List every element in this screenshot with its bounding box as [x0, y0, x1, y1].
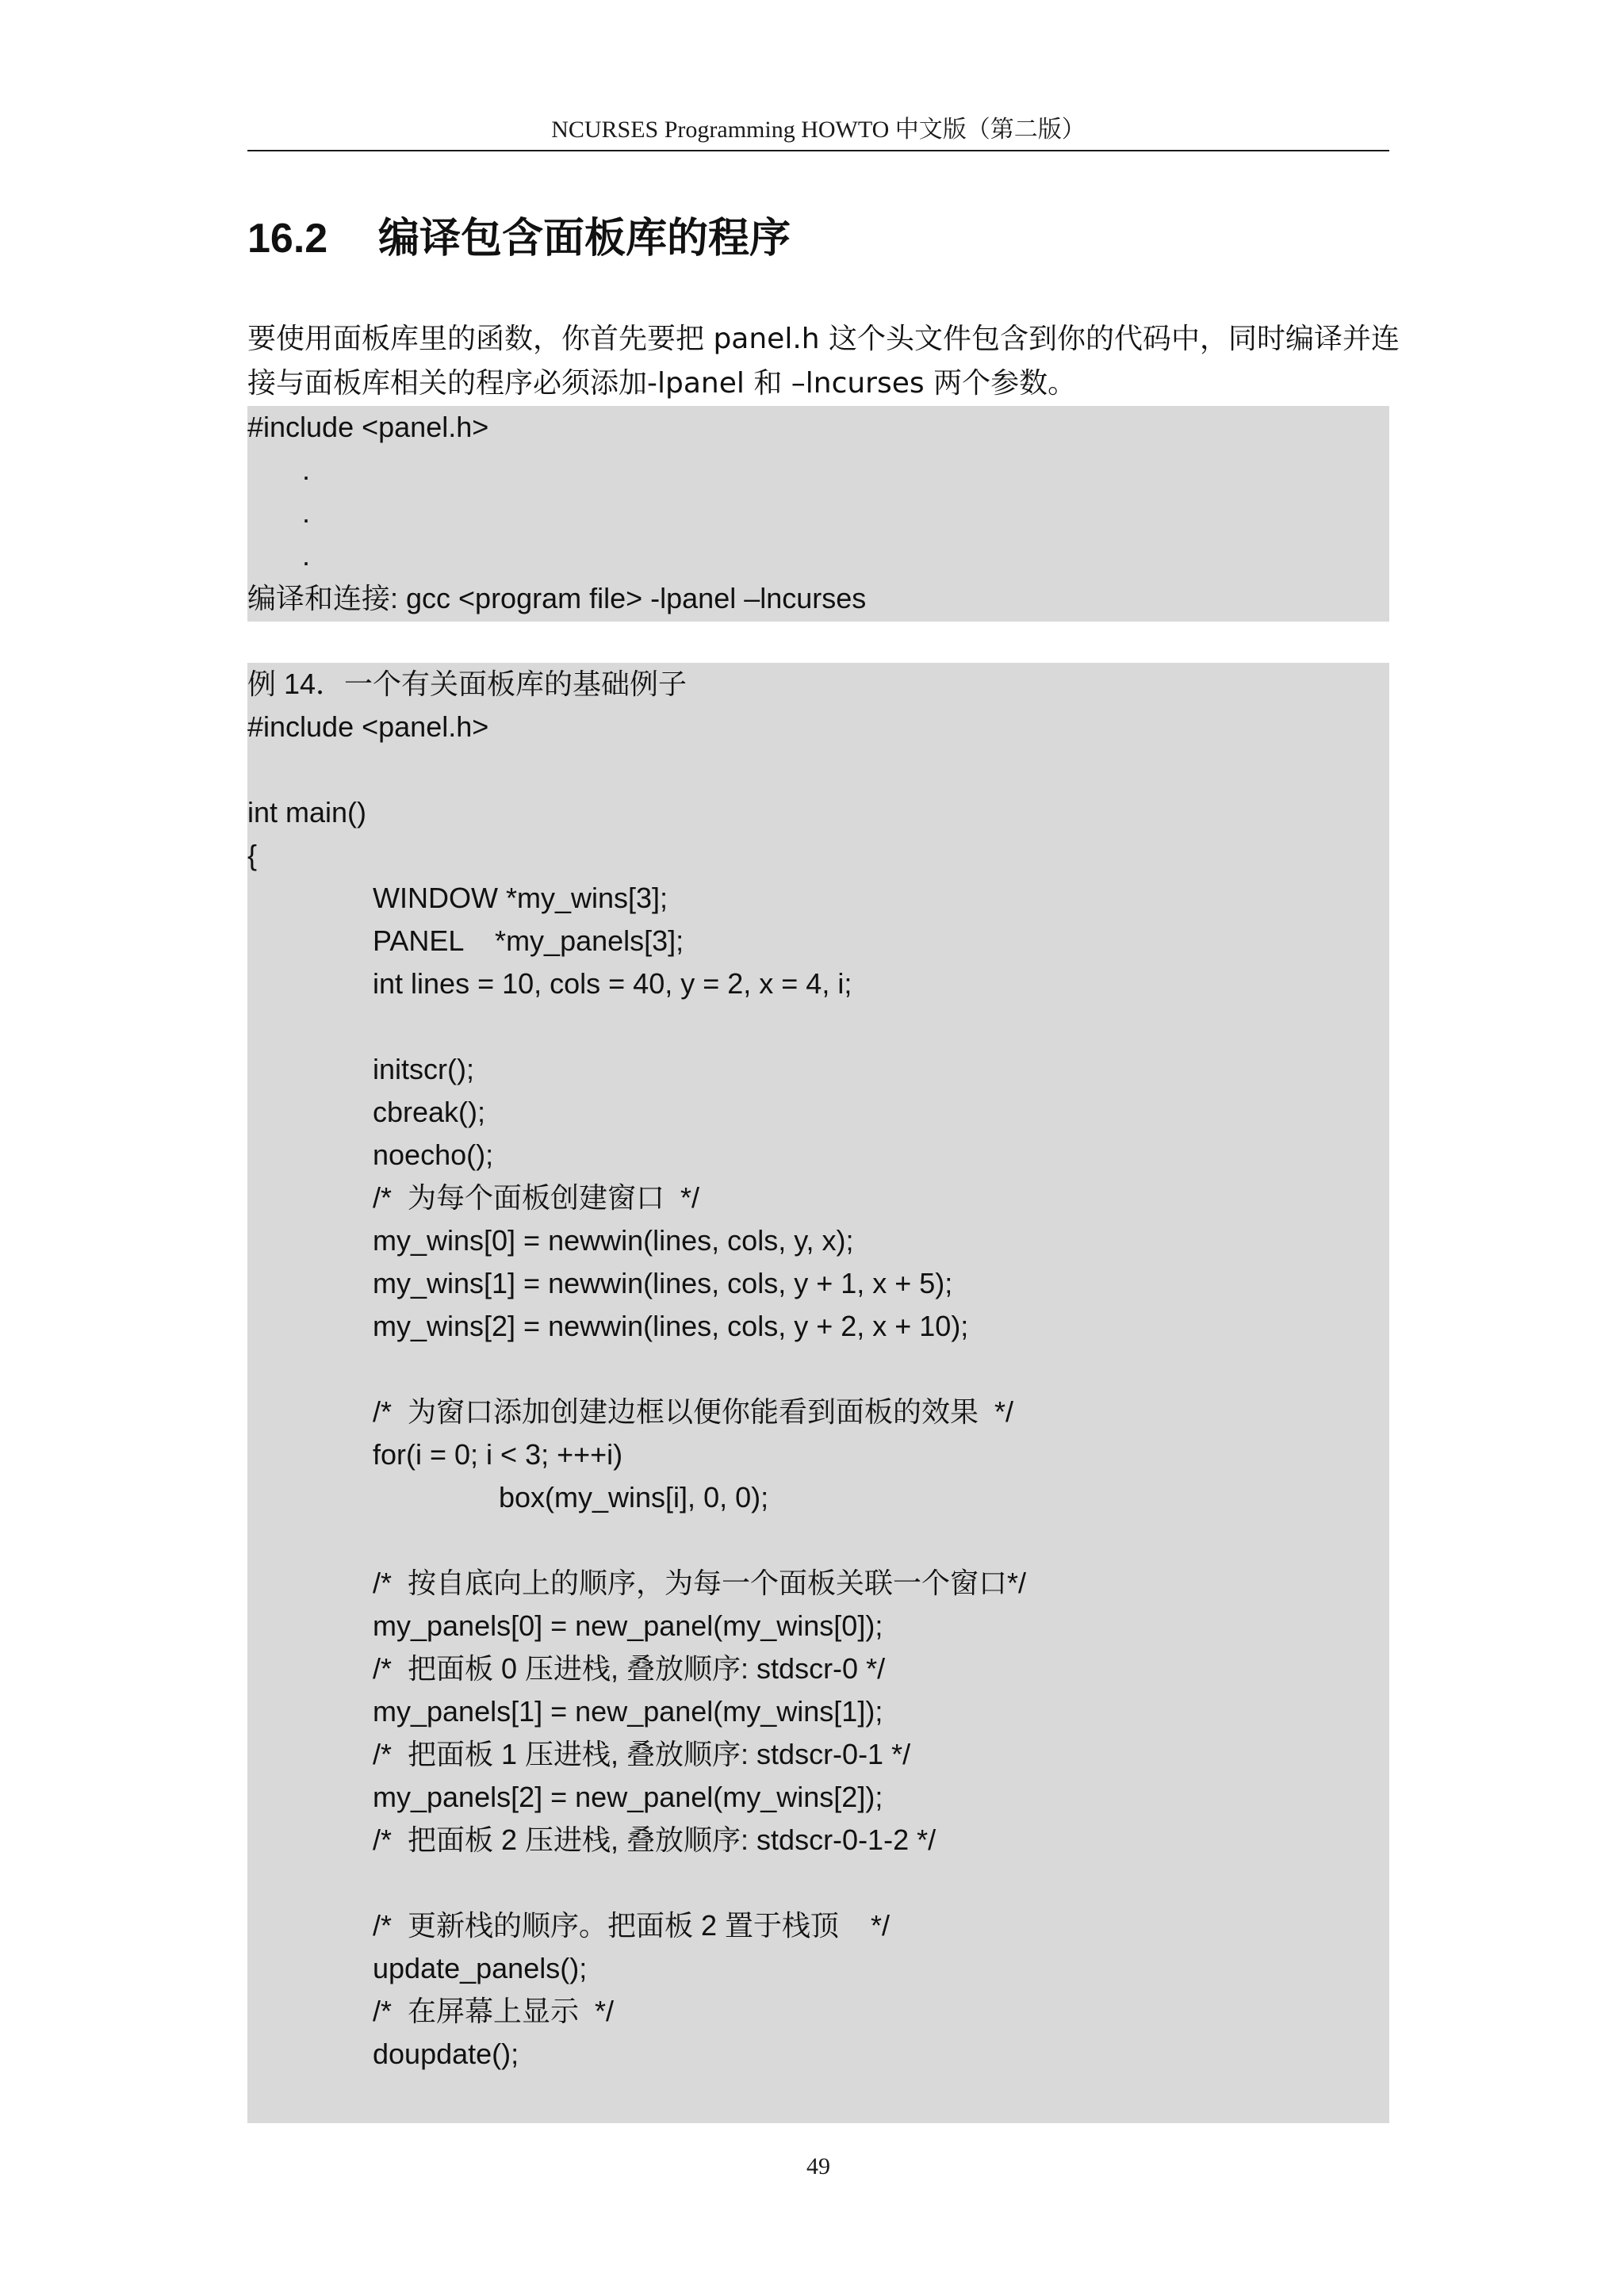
- code-line: cbreak();: [373, 1096, 486, 1128]
- code-line: box(my_wins[i], 0, 0);: [499, 1481, 769, 1513]
- code-line: int lines = 10, cols = 40, y = 2, x = 4, i;: [373, 967, 852, 1000]
- code-line: my_panels[1] = new_panel(my_wins[1]);: [373, 1695, 883, 1728]
- code-line: noecho();: [373, 1138, 494, 1171]
- code-line: my_wins[2] = newwin(lines, cols, y + 2, x + 10);: [373, 1310, 969, 1342]
- code-comment: /* 为窗口添加创建边框以便你能看到面板的效果 */: [373, 1395, 1014, 1428]
- intro-paragraph: [247, 317, 1400, 406]
- example-code-block: [247, 663, 1389, 2123]
- code-line: #include <panel.h>: [247, 411, 489, 443]
- code-line: WINDOW *my_wins[3];: [373, 882, 668, 914]
- code-line: {: [247, 839, 258, 871]
- running-header: NCURSES Programming HOWTO 中文版（第二版）: [551, 117, 1086, 143]
- code-comment: /* 在屏幕上显示 */: [373, 1995, 615, 2027]
- intro-line-2: 接与面板库相关的程序必须添加-lpanel 和 –lncurses 两个参数。: [247, 367, 1077, 400]
- code-line: my_panels[2] = new_panel(my_wins[2]);: [373, 1781, 883, 1813]
- header-rule: [247, 150, 1389, 151]
- code-line: my_wins[0] = newwin(lines, cols, y, x);: [373, 1224, 854, 1257]
- code-comment: /* 按自底向上的顺序，为每一个面板关联一个窗口*/: [373, 1567, 1027, 1599]
- code-comment: /* 把面板 1 压进栈, 叠放顺序: stdscr-0-1 */: [373, 1738, 911, 1770]
- code-line: update_panels();: [373, 1952, 588, 1984]
- code-line: doupdate();: [373, 2038, 519, 2070]
- page-number: 49: [806, 2153, 830, 2179]
- code-comment: /* 把面板 2 压进栈, 叠放顺序: stdscr-0-1-2 */: [373, 1823, 936, 1856]
- code-comment: /* 更新栈的顺序。把面板 2 置于栈顶 */: [373, 1909, 891, 1942]
- code-line: int main(): [247, 796, 367, 828]
- example-caption: 例 14．一个有关面板库的基础例子: [247, 668, 688, 700]
- code-comment: /* 把面板 0 压进栈, 叠放顺序: stdscr-0 */: [373, 1652, 886, 1685]
- code-line: .: [302, 453, 311, 486]
- code-line: PANEL *my_panels[3];: [373, 924, 684, 957]
- code-line: #include <panel.h>: [247, 710, 489, 743]
- code-line: my_wins[1] = newwin(lines, cols, y + 1, x + 5);: [373, 1267, 953, 1299]
- section-title-text: 编译包含面板库的程序: [378, 216, 791, 262]
- code-comment: /* 为每个面板创建窗口 */: [373, 1181, 700, 1214]
- code-line: my_panels[0] = new_panel(my_wins[0]);: [373, 1609, 883, 1642]
- code-line: .: [302, 496, 311, 529]
- code-line: initscr();: [373, 1053, 474, 1085]
- section-number: 16.2: [247, 216, 328, 262]
- compile-code-block: [247, 406, 1389, 622]
- intro-line-1: 要使用面板库里的函数，你首先要把 panel.h 这个头文件包含到你的代码中，同时编译并连: [247, 323, 1400, 355]
- section-heading: [247, 211, 791, 266]
- code-line: for(i = 0; i < 3; +++i): [373, 1438, 623, 1471]
- code-line: 编译和连接: gcc <program file> -lpanel –lncurses: [247, 582, 867, 614]
- code-line: .: [302, 539, 311, 572]
